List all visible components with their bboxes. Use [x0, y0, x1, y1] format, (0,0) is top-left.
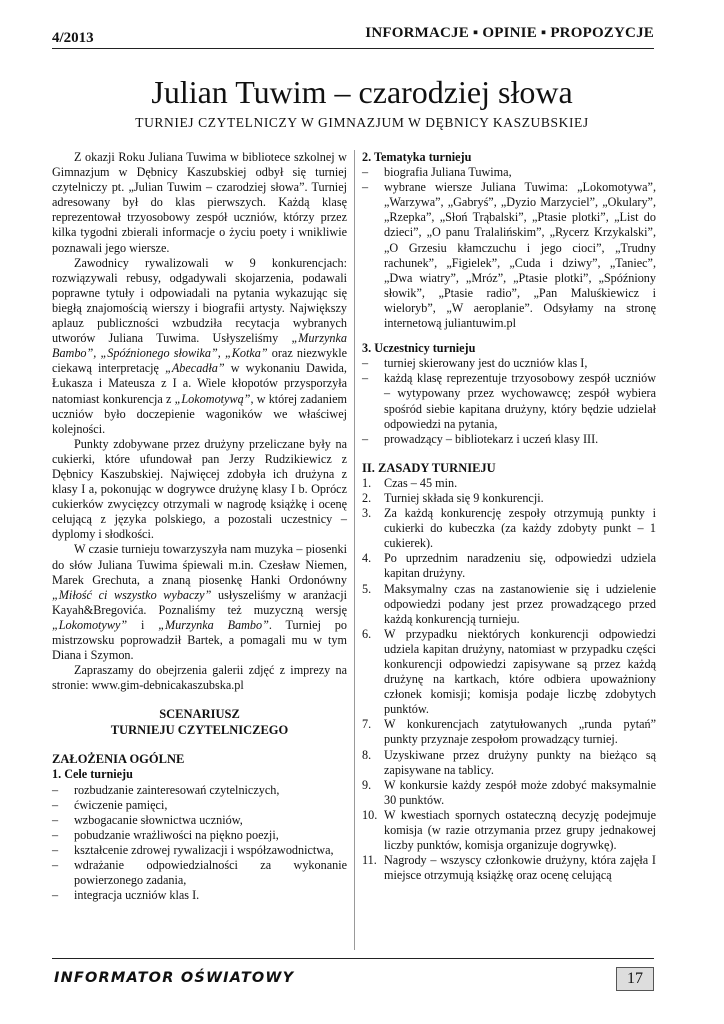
header-tags: INFORMACJE ▪ OPINIE ▪ PROPOZYCJE — [365, 25, 654, 41]
article-title: Julian Tuwim – czarodziej słowa — [151, 74, 573, 110]
general-assumptions-heading: ZAŁOŻENIA OGÓLNE — [52, 752, 185, 767]
list-item: – prowadzący – bibliotekarz i uczeń klasy III. — [362, 432, 656, 447]
list-item: 4. Po uprzednim naradzeniu się, odpowiedzi udziela kapitan drużyny. — [362, 551, 656, 581]
list-item: – rozbudzanie zainteresowań czytelniczych, — [52, 783, 347, 798]
left-column — [52, 150, 347, 903]
rules-list — [362, 476, 656, 884]
header-rule — [52, 48, 654, 49]
list-item: – pobudzanie wrażliwości na piękno poezji, — [52, 828, 347, 843]
column-divider — [354, 150, 355, 950]
article-subtitle: TURNIEJ CZYTELNICZY W GIMNAZJUM W DĘBNICY KASZUBSKIEJ — [135, 115, 589, 130]
list-item: – wybrane wiersze Juliana Tuwima: „Lokomotywa”, „Warzywa”, „Gabryś”, „Dyzio Marzyciel”, „Okulary”, „Rzepka”, „Słoń Trąbalski”, „Ptasie plotki”, „List do dzieci”, „O panu Tralalińskim”, „Rycerz Krzykalski”, „O Grzesiu kłamczuchu i jego cioci”, „Trudny rachunek”, „Figielek”, „Cuda i dziwy”, „Taniec”, „Dwa wiatry”, „Mróz”, „Ptasie plotki”, „Spóźniony słowik”, „Ptasie radio”, „Pan Maluśkiewicz i wieloryb”, „W aeroplanie”. Odsyłamy na stronę internetową juliantuwim.pl — [362, 180, 656, 331]
list-item: 2. Turniej składa się 9 konkurencji. — [362, 490, 544, 505]
footer-title: INFORMATOR OŚWIATOWY — [54, 970, 295, 986]
list-item: 1. Czas – 45 min. — [362, 475, 458, 490]
list-item: 5. Maksymalny czas na zastanowienie się i udzielenie odpowiedzi podany jest przez prowadzącego przed każdą konkurencją turnieju. — [362, 581, 656, 626]
list-item: – biografia Juliana Tuwima, — [362, 165, 656, 180]
list-item: 11. Nagrody – wszyscy członkowie drużyny, która zajęła I miejsce otrzymują książkę oraz ocenę celującą — [362, 853, 656, 883]
list-item: 10. W kwestiach spornych ostateczną decyzję podejmuje komisja (w razie otrzymania przez grupy jednakowej liczby punktów, komisja organizuje dogrywkę). — [362, 807, 656, 853]
rules-heading: II. ZASADY TURNIEJU — [362, 460, 496, 475]
list-item: 7. W konkurencjach zatytułowanych „runda pytań” punkty przyznaje zespołom prowadzący turniej. — [362, 717, 656, 747]
right-column — [362, 150, 656, 883]
competition-paragraph: Zawodnicy rywalizowali w 9 konkurencjach: rozwiązywali rebusy, odgadywali skojarzenia, podawali poprawne tytuły i odpowiadali na pytania wykazując się biegłą znajomością wierszy i biografii artysty. Największy aplauz publiczności wzbudziła recytacja wybranych utworów Juliana Tuwima. Usłyszeliśmy „Murzynka Bambo”, „Spóźnionego słowika”, „Kotka” oraz niezwykle ciekawą interpretację „Abecadła” w wykonaniu Dawida, Łukasza i Mateusza z I a. Wiele kłopotów przysporzyła natomiast konkurencja z „Lokomotywą”, w której zadaniem uczniów było doczepienie wagoników we właściwej kolejności. — [52, 255, 347, 436]
prizes-paragraph: Punkty zdobywane przez drużyny przeliczane były na cukierki, które ufundował pan Jerzy Rudzikiewicz z Dębnicy Kaszubskiej. Najwięcej zdobyła ich drużyna z klasy I a, pokonując w dogrywce drużynę klasy I b. Oprócz cukierków zwycięzcy otrzymali w nagrodę książkę i ocenę celującą z języka polskiego, a pozostali uczestnicy – dyplomy i słodkości. — [52, 436, 347, 542]
list-item: – ćwiczenie pamięci, — [52, 798, 347, 813]
goals-heading: 1. Cele turnieju — [52, 767, 133, 782]
participants-list — [362, 356, 656, 447]
list-item: – turniej skierowany jest do uczniów klas I, — [362, 356, 656, 371]
list-item: 9. W konkursie każdy zespół może zdobyć maksymalnie 30 punktów. — [362, 777, 656, 807]
list-item: 6. W przypadku niektórych konkurencji odpowiedzi udziela kapitan drużyny, natomiast w przypadku części konkurencji odpowiedzi zapisywane są przez każdą drużynę na kartkach, które odbiera upoważniony członek komisji; komisja podaje liczbę zdobytych punktów. — [362, 626, 656, 717]
participants-heading: 3. Uczestnicy turnieju — [362, 341, 476, 356]
goals-list — [52, 783, 347, 904]
footer-rule — [52, 958, 654, 959]
list-item: – wdrażanie odpowiedzialności za wykonanie powierzonego zadania, — [52, 858, 347, 888]
gallery-paragraph: Zapraszamy do obejrzenia galerii zdjęć z imprezy na stronie: www.gim-debnicakaszubska.pl — [52, 663, 347, 693]
list-item: – wzbogacanie słownictwa uczniów, — [52, 813, 347, 828]
page-number: 17 — [616, 967, 654, 991]
list-item: – każdą klasę reprezentuje trzyosobowy zespół uczniów – wytypowany przez wychowawcę; zespół wybiera spośród siebie kapitana drużyny, który będzie udzielał odpowiedzi na pytania, — [362, 371, 656, 431]
list-item: – kształcenie zdrowej rywalizacji i współzawodnictwa, — [52, 843, 347, 858]
topics-list — [362, 165, 656, 331]
scenario-heading: SCENARIUSZ TURNIEJU CZYTELNICZEGO — [110, 707, 289, 738]
list-item: 8. Uzyskiwane przez drużyny punkty na bieżąco są zapisywane na tablicy. — [362, 747, 656, 777]
header-issue: 4/2013 — [52, 30, 94, 46]
topics-heading: 2. Tematyka turnieju — [362, 150, 472, 164]
list-item: – integracja uczniów klas I. — [52, 888, 347, 903]
intro-paragraph: Z okazji Roku Juliana Tuwima w bibliotece szkolnej w Gimnazjum w Dębnicy Kaszubskiej odbył się turniej czytelniczy pt. „Julian Tuwim – czarodziej słowa”. Turniej adresowany był do klas pierwszych. Każdą klasę reprezentował trzyosobowy zespół uczniów, którzy przez kilka tygodni zbierali informacje o życiu poety i wnikliwie poznawali jego wiersze. — [52, 150, 347, 255]
music-paragraph: W czasie turnieju towarzyszyła nam muzyka – piosenki do słów Juliana Tuwima śpiewali m.in. Czesław Niemen, Marek Grechuta, a znaną piosenkę Hanki Ordonówny „Miłość ci wszystko wybaczy” usłyszeliśmy w aranżacji Kayah&Bregovića. Poznaliśmy też muzyczną wersję „Lokomotywy” i „Murzynka Bambo”. Turniej po mistrzowsku poprowadził Bartek, a pomagali mu w tym Diana i Szymon. — [52, 542, 347, 663]
list-item: 3. Za każdą konkurencję zespoły otrzymują punkty i cukierki do kubeczka (za każdy zdobyty punkt – 1 cukierek). — [362, 506, 656, 551]
